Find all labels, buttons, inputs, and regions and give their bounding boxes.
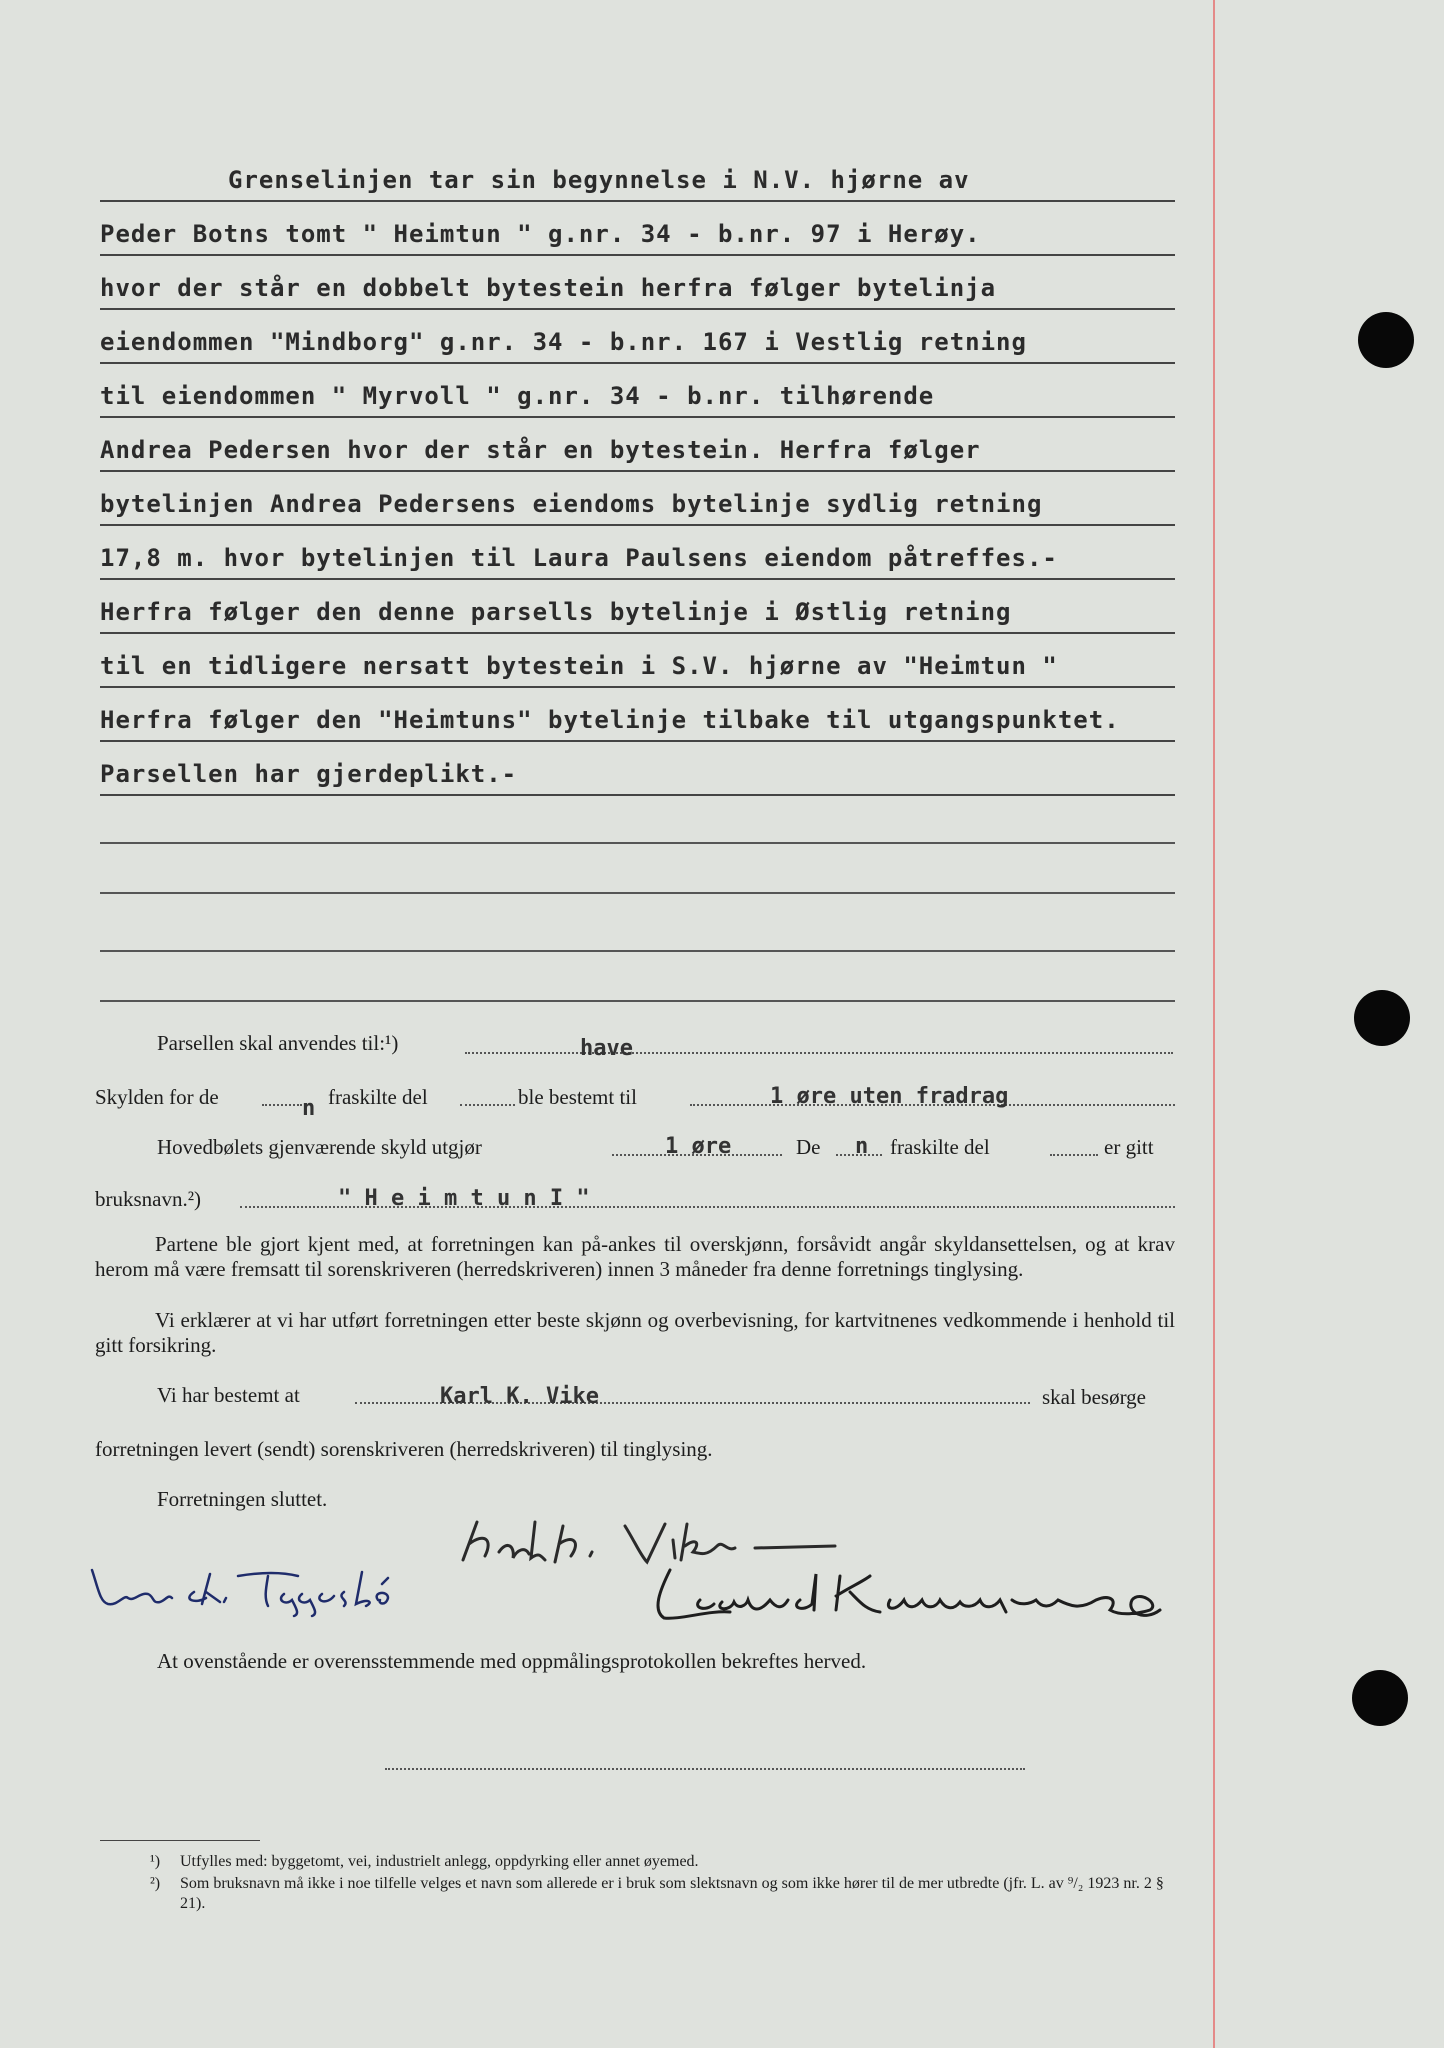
signature-kvalsund — [640, 1560, 1230, 1630]
description-line: Parsellen har gjerdeplikt.- — [100, 764, 1175, 796]
description-line: Herfra følger den denne parsells bytelinje i Østlig retning — [100, 602, 1175, 634]
usage-label: Parsellen skal anvendes til:¹) — [157, 1031, 399, 1055]
footnote-rule — [100, 1840, 260, 1841]
certification-text: At ovenstående er overensstemmende med oppmålingsprotokollen bekreftes herved. — [157, 1649, 867, 1673]
blank-line — [100, 892, 1175, 894]
remaining-label: fraskilte del — [890, 1135, 990, 1159]
blank-line — [100, 950, 1175, 952]
blank-line — [100, 842, 1175, 844]
description-line: til eiendommen " Myrvoll " g.nr. 34 - b.nr. tilhørende — [100, 386, 1175, 418]
footnote-2 — [150, 1874, 1180, 1914]
description-line: bytelinjen Andrea Pedersens eiendoms bytelinje sydlig retning — [100, 494, 1175, 526]
dotted-field — [465, 1052, 1173, 1054]
remaining-label: er gitt — [1104, 1135, 1154, 1159]
remaining-value: 1 øre — [665, 1134, 732, 1159]
description-line: hvor der står en dobbelt bytestein herfra følger bytelinja — [100, 278, 1175, 310]
blank-line — [100, 1000, 1175, 1002]
tax-label: Skylden for de — [95, 1085, 219, 1109]
description-line: til en tidligere nersatt bytestein i S.V. hjørne av "Heimtun " — [100, 656, 1175, 688]
tax-label: ble bestemt til — [518, 1085, 637, 1109]
designate-label: Vi har bestemt at — [157, 1383, 300, 1407]
remaining-inflection: n — [855, 1134, 869, 1159]
declaration-paragraph: Vi erklærer at vi har utført forretningen etter beste skjønn og overbevisning, for kartvitnenes vedkommende i henhold til gitt forsikring. — [95, 1308, 1175, 1357]
punch-hole — [1354, 990, 1410, 1046]
closed-text: Forretningen sluttet. — [157, 1487, 328, 1511]
dotted-field — [1050, 1154, 1098, 1156]
delivery-text: forretningen levert (sendt) sorenskriveren (herredskriveren) til tinglysing. — [95, 1437, 713, 1461]
punch-hole — [1352, 1670, 1408, 1726]
footnote-1 — [150, 1852, 1180, 1872]
tax-label: fraskilte del — [328, 1085, 428, 1109]
description-line: eiendommen "Mindborg" g.nr. 34 - b.nr. 167 i Vestlig retning — [100, 332, 1175, 364]
tax-value: 1 øre uten fradrag — [770, 1084, 1009, 1109]
description-line: Herfra følger den "Heimtuns" bytelinje tilbake til utgangspunktet. — [100, 710, 1175, 742]
usage-value: have — [580, 1036, 633, 1061]
dotted-field — [262, 1104, 302, 1106]
dotted-field — [460, 1104, 515, 1106]
appeal-paragraph: Partene ble gjort kjent med, at forretningen kan på-ankes til overskjønn, forsåvidt angår skyldansettelsen, og at krav herom må være fremsatt til sorenskriveren (herredskriveren) innen 3 måneder fra denne forretnings tinglysing. — [95, 1232, 1175, 1281]
remaining-label: Hovedbølets gjenværende skyld utgjør — [157, 1135, 482, 1159]
remaining-label: De — [796, 1135, 821, 1159]
designate-label: skal besørge — [1042, 1385, 1147, 1409]
punch-hole — [1358, 312, 1414, 368]
description-line: Grenselinjen tar sin begynnelse i N.V. hjørne av — [100, 170, 1175, 202]
description-line: Peder Botns tomt " Heimtun " g.nr. 34 - b.nr. 97 i Herøy. — [100, 224, 1175, 256]
designate-value: Karl K. Vike — [440, 1384, 599, 1409]
margin-rule — [1213, 0, 1215, 2048]
footnote-mark: ¹) — [150, 1853, 161, 1870]
dotted-field — [385, 1768, 1025, 1770]
footnote-text: Utfylles med: byggetomt, vei, industrielt anlegg, oppdyrking eller annet øyemed. — [180, 1853, 699, 1870]
signature-eggesbo — [88, 1558, 458, 1618]
name-value: " H e i m t u n I " — [338, 1186, 590, 1211]
footnote-mark: ²) — [150, 1875, 161, 1892]
description-line: 17,8 m. hvor bytelinjen til Laura Paulsens eiendom påtreffes.- — [100, 548, 1175, 580]
description-line: Andrea Pedersen hvor der står en bytestein. Herfra følger — [100, 440, 1175, 472]
tax-inflection: n — [302, 1096, 316, 1121]
name-label: bruksnavn.²) — [95, 1187, 202, 1211]
footnote-text: Som bruksnavn må ikke i noe tilfelle velges et navn som allerede er i bruk som slektsnavn og som ikke hører til de mer utbredte (jfr. L. av ⁹/₂ 1923 nr. 2 § 21). — [180, 1875, 1164, 1912]
